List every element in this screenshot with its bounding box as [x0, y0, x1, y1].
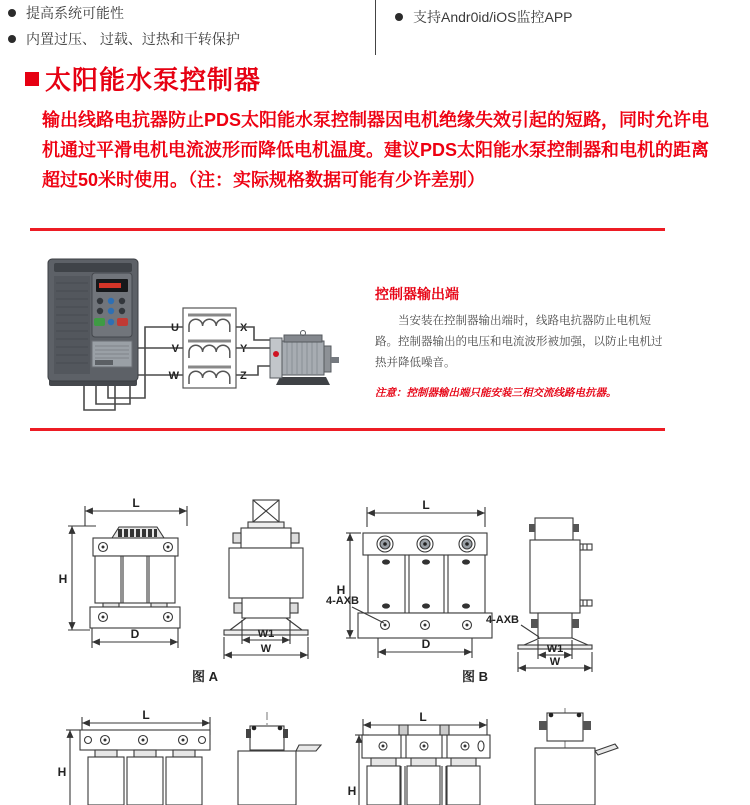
terminal-label-v: V: [171, 343, 179, 355]
fig-a-side-view: [224, 500, 308, 659]
line-reactor-symbol: [183, 308, 236, 388]
dim-label-w: W: [549, 656, 561, 668]
header-divider: [375, 0, 376, 55]
feature-text: 内置过压、 过载、过热和干转保护: [26, 31, 240, 47]
feature-item: [8, 5, 368, 22]
fig-d-side-view: [535, 708, 618, 805]
feature-list-left: [8, 5, 368, 57]
dim-label-h: H: [57, 765, 67, 779]
terminal-label-w: W: [168, 370, 179, 382]
vfd-controller-illustration: [48, 259, 138, 386]
fig-b-side-view: [486, 518, 592, 672]
dim-label-4axb: 4-AXB: [486, 614, 520, 626]
bullet-icon: [8, 35, 16, 43]
bullet-icon: [395, 13, 403, 21]
dim-label-w1: W1: [257, 628, 275, 640]
red-square-icon: [25, 72, 39, 86]
fig-b-caption: 图 B: [461, 669, 489, 684]
terminal-label-u: U: [171, 322, 179, 334]
bullet-icon: [8, 9, 16, 17]
fig-a-caption: 图 A: [191, 669, 219, 684]
terminal-label-x: X: [240, 322, 248, 334]
dim-label-4axb: 4-AXB: [326, 595, 360, 607]
dim-label-l: L: [132, 496, 140, 510]
dim-label-l: L: [419, 710, 427, 724]
dim-label-w: W: [260, 643, 272, 655]
dim-label-l: L: [422, 498, 430, 512]
output-title: 控制器输出端: [375, 286, 459, 302]
dim-label-d: D: [130, 627, 140, 641]
feature-item: [395, 9, 735, 26]
motor-indicator-dot: [273, 351, 279, 357]
section-heading: [25, 60, 261, 97]
wiring-panel: [30, 228, 665, 431]
dim-label-l: L: [142, 708, 150, 722]
fig-c-side-view: [238, 712, 321, 805]
fig-c-front-view: [58, 708, 210, 805]
fig-d-front-view: [348, 710, 490, 805]
fig-a-front-view: [59, 496, 187, 648]
fig-b-front-view: [326, 498, 492, 658]
dim-label-h: H: [336, 583, 346, 597]
dimension-drawings: [0, 480, 750, 805]
controller-output-section: [375, 284, 663, 400]
dim-label-h: H: [347, 784, 357, 798]
feature-text: 提高系统可能性: [26, 5, 124, 21]
feature-list-right: [395, 9, 735, 35]
terminal-label-z: Z: [240, 370, 247, 382]
terminal-label-y: Y: [240, 343, 248, 355]
output-note: 注意：控制器输出端只能安装三相交流线路电抗器。: [375, 387, 617, 399]
dim-label-w1: W1: [546, 643, 564, 655]
output-body: 当安装在控制器输出端时，线路电抗器防止电机短路。控制器输出的电压和电流波形被加强，以防止电机过热并降低噪音。: [375, 315, 663, 369]
page-title: 太阳能水泵控制器: [45, 65, 262, 95]
motor-illustration: [270, 331, 339, 386]
feature-text: 支持Andr0id/iOS监控APP: [413, 9, 573, 25]
dim-label-d: D: [421, 637, 431, 651]
product-description: 输出线路电抗器防止PDS太阳能水泵控制器因电机绝缘失效引起的短路，同时允许电机通过平滑电机电流波形而降低电机温度。建议PDS太阳能水泵控制器和电机的距离超过50米时使用。（注：实际规格数据可能有少许差别）: [42, 110, 710, 190]
feature-item: [8, 31, 368, 48]
dim-label-h: H: [58, 572, 68, 586]
wiring-diagram: [30, 231, 370, 428]
